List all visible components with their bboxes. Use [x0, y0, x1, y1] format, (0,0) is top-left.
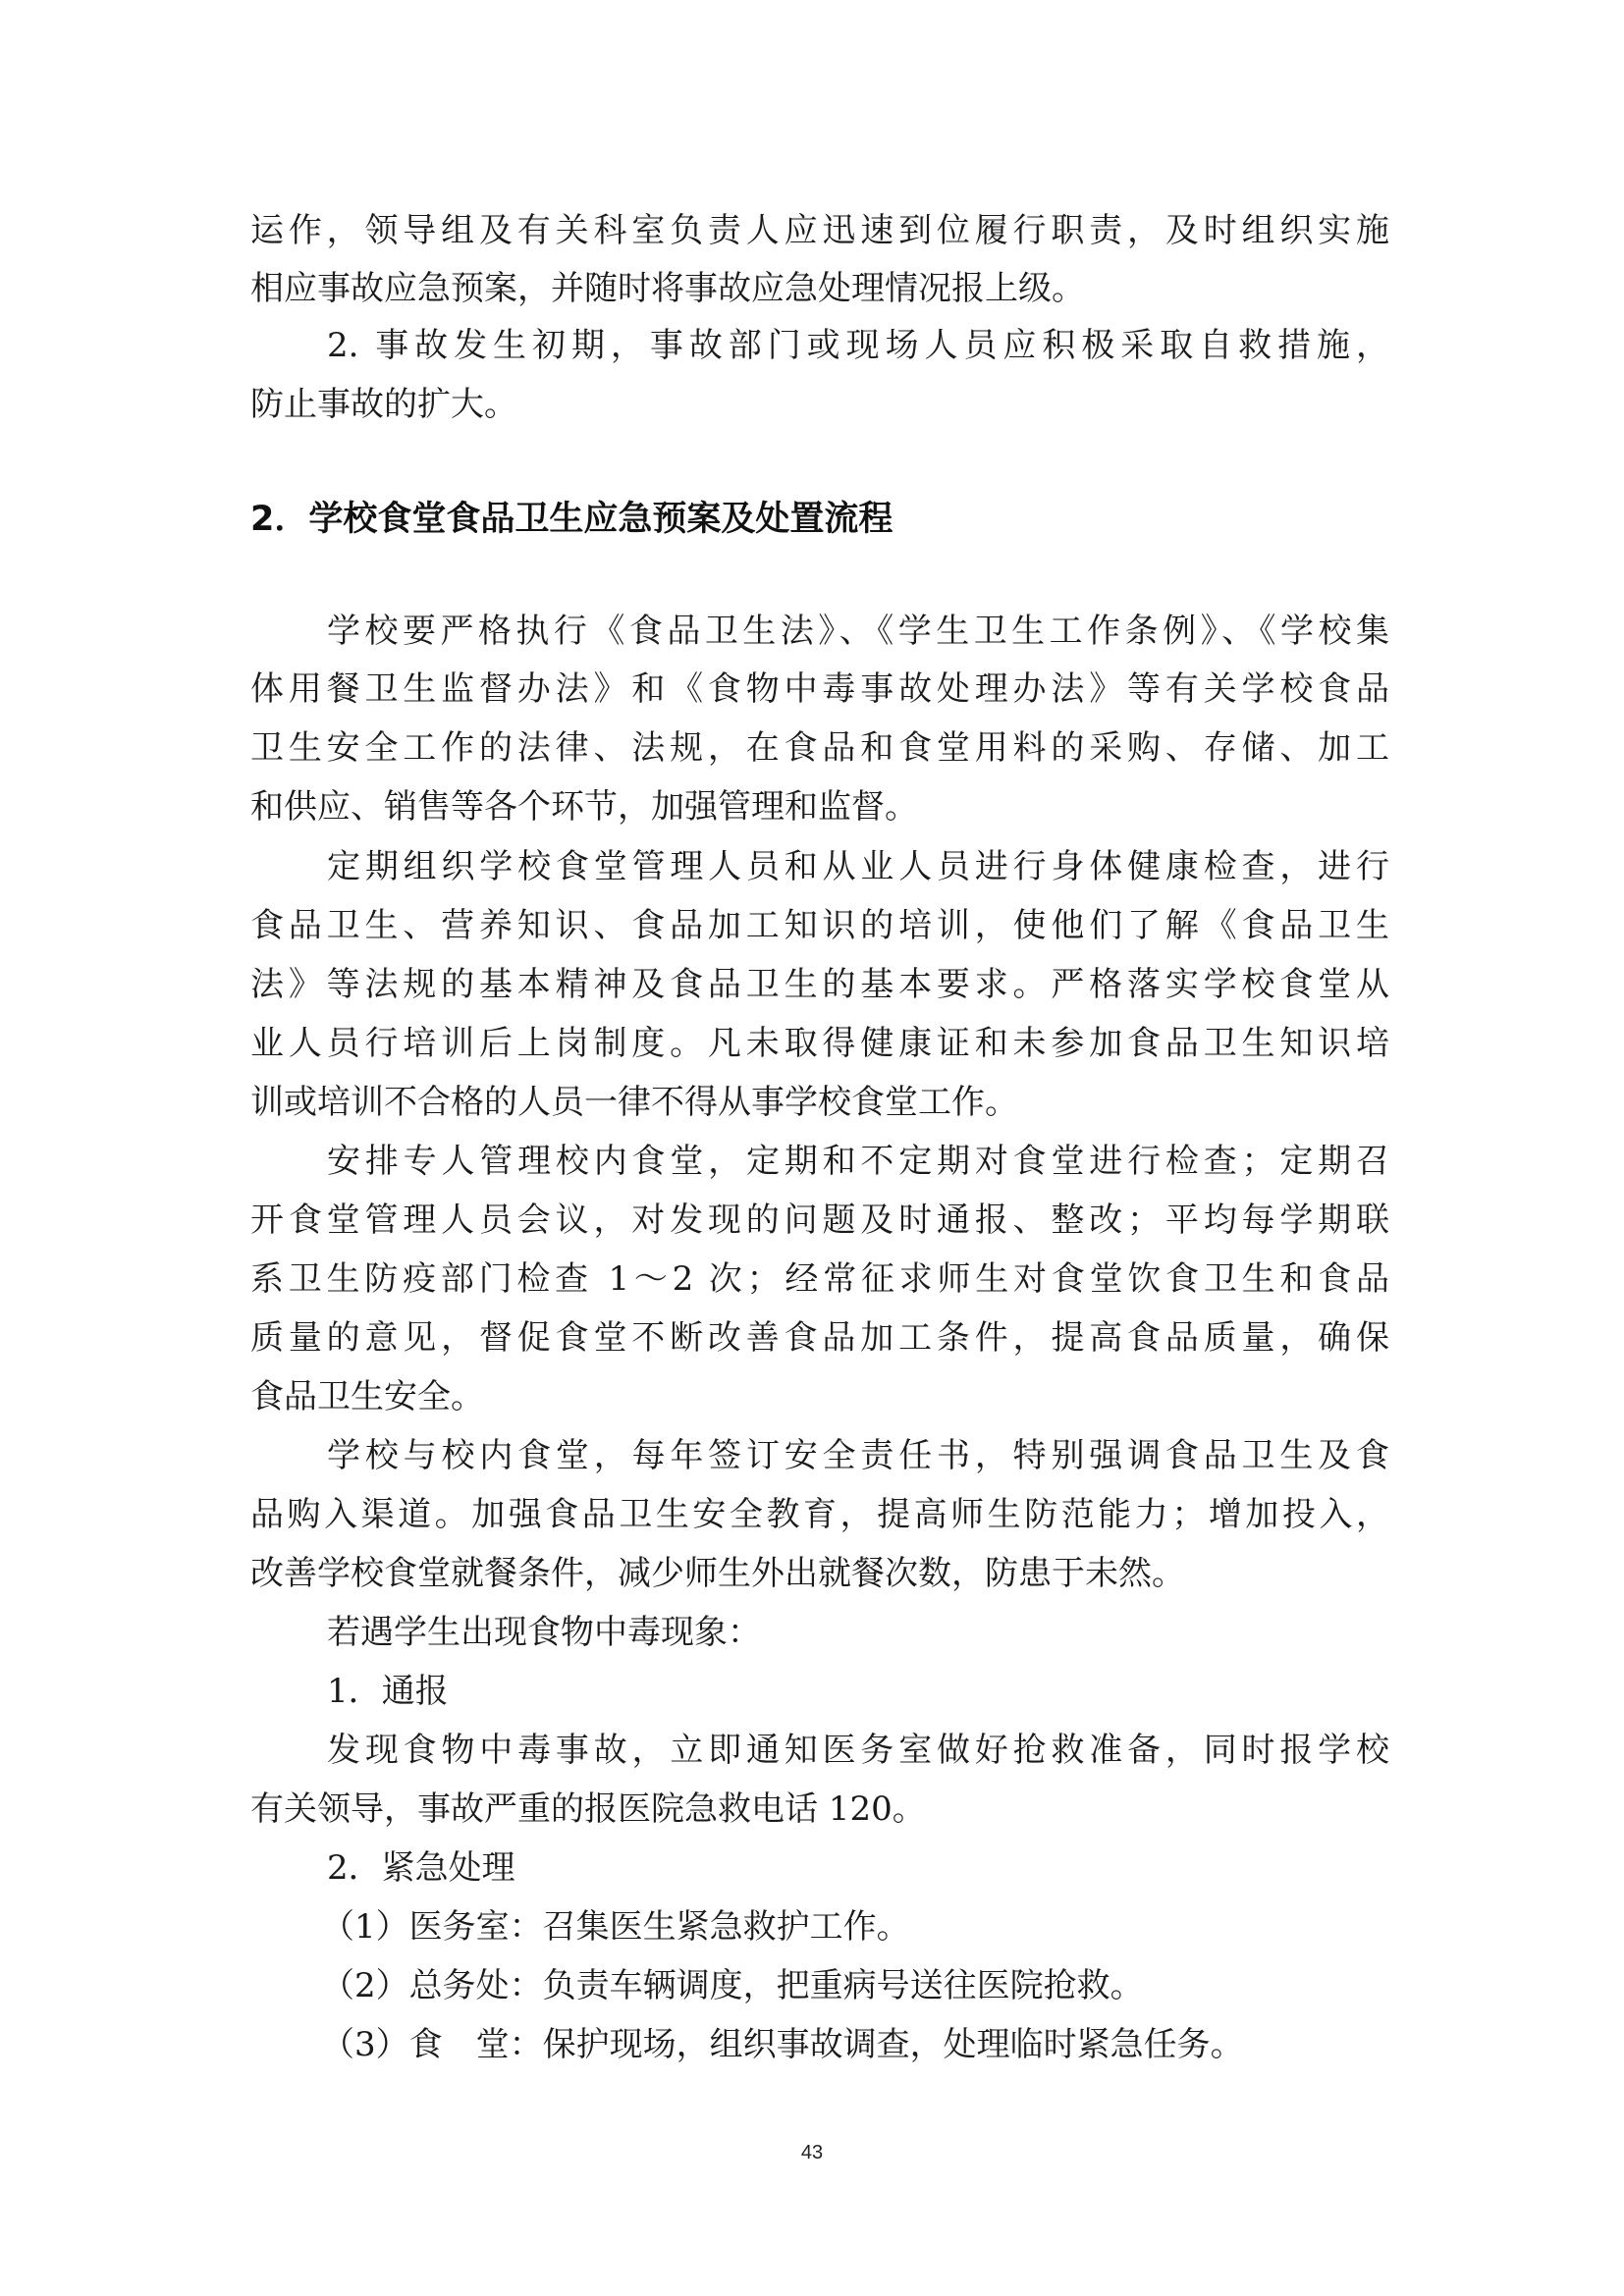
para2-line-1: 定期组织学校食堂管理人员和从业人员进行身体健康检查，进行	[327, 847, 1389, 886]
para1-line-3: 卫生安全工作的法律、法规，在食品和食堂用料的采购、存储、加工	[250, 728, 1389, 768]
para3-line-4: 质量的意见，督促食堂不断改善食品加工条件，提高食品质量，确保	[250, 1318, 1389, 1358]
section-heading: 2．学校食堂食品卫生应急预案及处置流程	[250, 500, 893, 539]
item2-title: 2．紧急处理	[327, 1848, 515, 1888]
item1-body-line-1: 发现食物中毒事故，立即通知医务室做好抢救准备，同时报学校	[327, 1731, 1389, 1770]
para2-line-5: 训或培训不合格的人员一律不得从事学校食堂工作。	[250, 1083, 1018, 1122]
para3-line-3: 系卫生防疫部门检查 1～2 次；经常征求师生对食堂饮食卫生和食品	[250, 1259, 1389, 1299]
para2-line-2: 食品卫生、营养知识、食品加工知识的培训，使他们了解《食品卫生	[250, 906, 1389, 945]
para1-line-2: 体用餐卫生监督办法》和《食物中毒事故处理办法》等有关学校食品	[250, 669, 1389, 709]
intro-line-1: 运作，领导组及有关科室负责人应迅速到位履行职责，及时组织实施	[250, 211, 1389, 250]
page-number: 43	[800, 2142, 824, 2163]
item1-title: 1．通报	[327, 1672, 449, 1711]
para1-line-1: 学校要严格执行《食品卫生法》、《学生卫生工作条例》、《学校集	[327, 612, 1389, 651]
para3-line-5: 食品卫生安全。	[250, 1377, 484, 1416]
para4-line-3: 改善学校食堂就餐条件，减少师生外出就餐次数，防患于未然。	[250, 1554, 1185, 1593]
sub-item-3: （3）食 堂：保护现场，组织事故调查，处理临时紧急任务。	[321, 2025, 1244, 2064]
para3-line-1: 安排专人管理校内食堂，定期和不定期对食堂进行检查；定期召	[327, 1142, 1389, 1181]
para5-line: 若遇学生出现食物中毒现象：	[327, 1613, 761, 1652]
para4-line-2: 品购入渠道。加强食品卫生安全教育，提高师生防范能力；增加投入，	[250, 1495, 1389, 1534]
sub-item-2: （2）总务处：负责车辆调度，把重病号送往医院抢救。	[321, 1966, 1144, 2005]
item1-body-line-2: 有关领导，事故严重的报医院急救电话 120。	[250, 1789, 926, 1829]
intro-line-4: 防止事故的扩大。	[250, 385, 517, 424]
para1-line-4: 和供应、销售等各个环节，加强管理和监督。	[250, 787, 918, 827]
para2-line-4: 业人员行培训后上岗制度。凡未取得健康证和未参加食品卫生知识培	[250, 1024, 1389, 1063]
para4-line-1: 学校与校内食堂，每年签订安全责任书，特别强调食品卫生及食	[327, 1436, 1389, 1475]
intro-line-2: 相应事故应急预案，并随时将事故应急处理情况报上级。	[250, 269, 1085, 308]
intro-line-3: 2. 事故发生初期，事故部门或现场人员应积极采取自救措施，	[327, 326, 1389, 365]
para2-line-3: 法》等法规的基本精神及食品卫生的基本要求。严格落实学校食堂从	[250, 965, 1389, 1004]
sub-item-1: （1）医务室：召集医生紧急救护工作。	[321, 1907, 910, 1947]
para3-line-2: 开食堂管理人员会议，对发现的问题及时通报、整改；平均每学期联	[250, 1201, 1389, 1240]
